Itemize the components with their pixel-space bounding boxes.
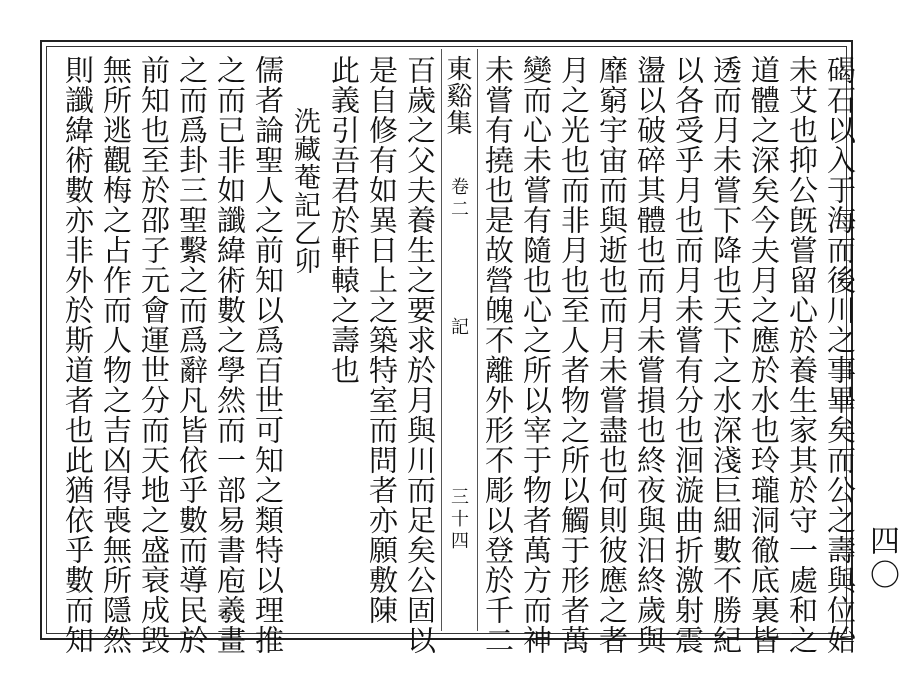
text-column-16: 之而已非如讖緯術數之學然而一部易書庖羲畫 (213, 55, 247, 655)
volume-label: 卷二 (448, 177, 469, 221)
text-column-2: 未艾也抑公旣嘗留心於養生家其於守一處和之 (785, 55, 819, 655)
text-column-19: 無所逃觀梅之占作而人物之吉凶得喪無所隱然 (99, 55, 133, 655)
text-column-18: 前知也至於邵子元會運世分而天地之盛衰成毁 (137, 55, 171, 655)
text-column-17: 之而爲卦三聖繫之而爲辭凡皆依乎數而導民於 (175, 55, 209, 655)
text-block (46, 46, 857, 655)
text-column-9: 變而心未嘗有隨也心之所以宰于物者萬方而神 (519, 55, 553, 655)
text-column-1: 碣石以入于海而後川之事畢矣而公之壽與位始 (823, 55, 857, 655)
text-column-7: 靡窮宇宙而與逝也而月未嘗盡也何則彼應之者 (595, 55, 629, 655)
essay-title: 洗藏菴記乙卯 (289, 107, 320, 275)
text-column-8: 月之光也而非月也至人者物之所以觸于形者萬 (557, 55, 591, 655)
fold-rule-left (441, 49, 442, 631)
book-title: 東谿集 (442, 55, 472, 136)
text-column-3: 道體之深矣今夫月之應於水也玲瓏洞徹底裏皆 (747, 55, 781, 655)
page-border (40, 40, 857, 655)
folio-number: 三十四 (448, 487, 469, 553)
text-column-12: 是自修有如異日上之築特室而問者亦願敷陳 (365, 55, 399, 625)
text-column-15: 儒者論聖人之前知以爲百世可知之類特以理推 (251, 55, 285, 655)
page-number: 四〇 (864, 525, 899, 593)
text-column-20: 則讖緯術數亦非外於斯道者也此猶依乎數而知 (61, 55, 95, 655)
text-column-4: 透而月未嘗下降也天下之水深淺巨細數不勝紀 (709, 55, 743, 655)
text-column-6: 盪以破碎其體也而月未嘗損也終夜與汨終歲與 (633, 55, 667, 655)
fold-rule-right (477, 49, 478, 631)
text-column-10: 未嘗有撓也是故營魄不離外形不彫以登於千二 (481, 55, 515, 655)
text-column-11: 百歲之父夫養生之要求於月與川而足矣公固以 (403, 55, 437, 655)
text-column-5: 以各受乎月也而月未嘗有分也洄漩曲折激射震 (671, 55, 705, 655)
text-column-13: 此義引吾君於軒轅之壽也 (327, 55, 361, 385)
section-label: 記 (448, 317, 469, 339)
